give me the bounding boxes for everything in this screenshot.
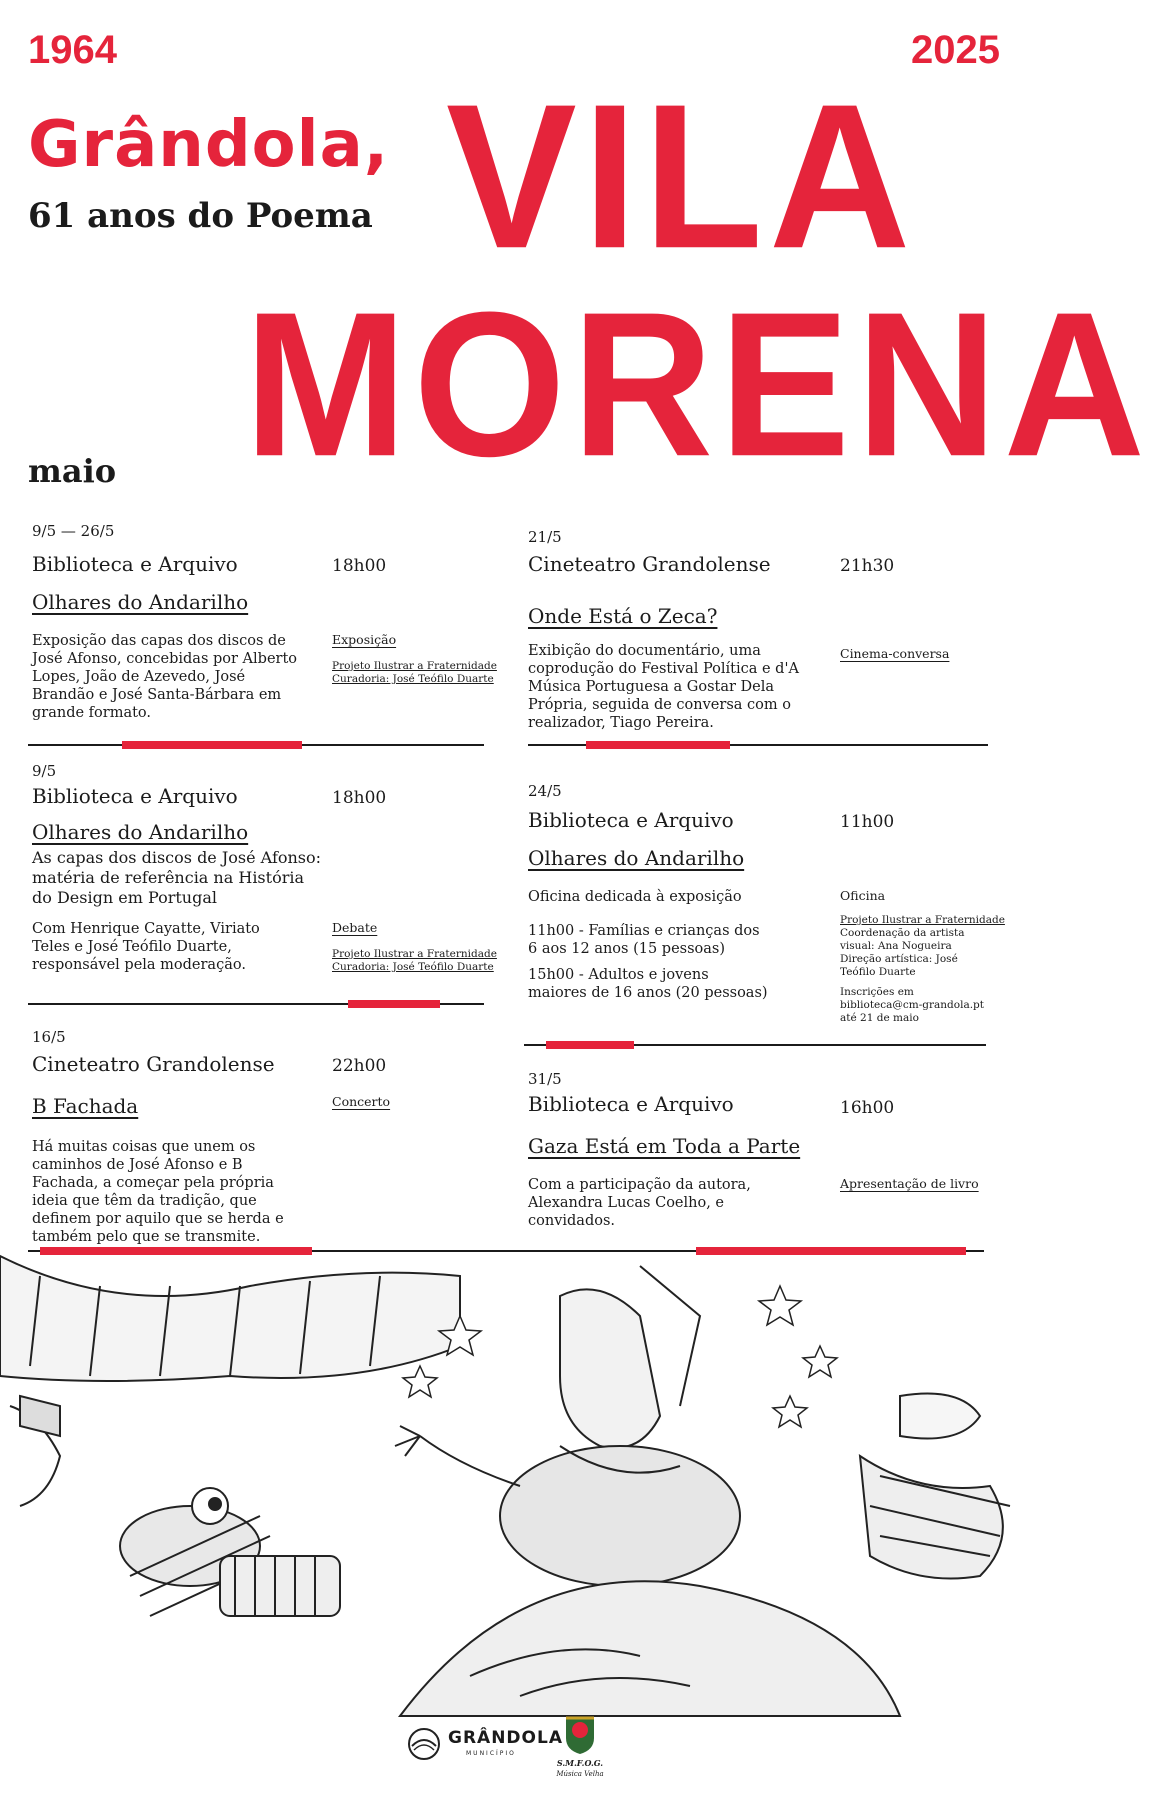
event-time: 18h00	[332, 788, 387, 808]
event-date: 9/5 — 26/5	[32, 522, 115, 540]
event-description: Exposição das capas dos discos de José Afonso, concebidas por Alberto Lopes, João de Azevedo, José Brandão e José Santa-Bárbara em grande formato.	[32, 633, 298, 721]
session-item: 15h00 - Adultos e jovens maiores de 16 anos (20 pessoas)	[528, 967, 768, 1001]
event-title[interactable]: Olhares do Andarilho	[32, 820, 249, 844]
event-credit: Curadoria: José Teófilo Duarte	[332, 673, 494, 685]
event-credit: Projeto Ilustrar a Fraternidade	[840, 914, 1005, 926]
municipality-logo	[406, 1722, 563, 1766]
title-vila: VILA	[446, 61, 917, 292]
event-title[interactable]: Olhares do Andarilho	[528, 846, 745, 870]
event-credit: Coordenação da artista visual: Ana Nogueira	[840, 927, 965, 952]
event-date: 24/5	[528, 782, 562, 800]
event-time: 18h00	[332, 556, 387, 576]
event-date: 9/5	[32, 762, 57, 780]
event-description: Há muitas coisas que unem os caminhos de José Afonso e B Fachada, a começar pela própria ideia que têm da tradição, que definem por aquilo que se herda e também pelo que se transmite.	[32, 1139, 284, 1245]
event-card	[32, 522, 482, 540]
event-credit: Projeto Ilustrar a Fraternidade	[332, 948, 497, 960]
event-description: Exibição do documentário, uma coprodução do Festival Política e d'A Música Portuguesa a Gostar Dela Própria, seguida de conversa com o realizador, Tiago Pereira.	[528, 643, 799, 731]
municipality-logo-icon	[406, 1726, 442, 1762]
event-type: Concerto	[332, 1094, 391, 1109]
event-venue: Cineteatro Grandolense	[32, 1052, 275, 1076]
registration-note: Inscrições em biblioteca@cm-grandola.pt até 21 de maio	[840, 986, 985, 1024]
event-time: 22h00	[332, 1056, 387, 1076]
event-type: Oficina	[840, 888, 886, 903]
divider-accent	[348, 1000, 440, 1008]
month-label: maio	[28, 452, 117, 490]
event-time: 21h30	[840, 556, 895, 576]
year-end: 2025	[911, 28, 1000, 72]
event-venue: Biblioteca e Arquivo	[528, 1092, 734, 1116]
band-name: S.M.F.O.G.	[556, 1758, 604, 1768]
divider-accent	[586, 741, 730, 749]
band-sub: Música Velha	[556, 1770, 604, 1778]
divider-accent	[122, 741, 302, 749]
session-item: 11h00 - Famílias e crianças dos 6 aos 12 anos (15 pessoas)	[528, 923, 760, 957]
event-date: 16/5	[32, 1028, 66, 1046]
event-time: 11h00	[840, 812, 895, 832]
event-subtitle: As capas dos discos de José Afonso: matéria de referência na História do Design em Portugal	[32, 848, 322, 907]
page-subtitle: 61 anos do Poema	[28, 196, 373, 236]
municipality-sub: MUNICÍPIO	[466, 1750, 516, 1757]
event-venue: Biblioteca e Arquivo	[32, 552, 238, 576]
event-type: Cinema-conversa	[840, 646, 950, 661]
divider-accent	[546, 1041, 634, 1049]
town-title: Grândola,	[28, 108, 390, 182]
illustration-figures	[0, 1256, 1024, 1716]
event-title[interactable]: Olhares do Andarilho	[32, 590, 249, 614]
event-time: 16h00	[840, 1098, 895, 1118]
event-date: 21/5	[528, 528, 562, 546]
event-type: Debate	[332, 920, 378, 935]
band-crest-icon	[562, 1712, 598, 1756]
band-logo	[550, 1712, 610, 1788]
event-description: Com Henrique Cayatte, Viriato Teles e José Teófilo Duarte, responsável pela moderação.	[32, 921, 260, 973]
event-type: Exposição	[332, 632, 397, 647]
event-title[interactable]: Gaza Está em Toda a Parte	[528, 1134, 801, 1158]
event-date: 31/5	[528, 1070, 562, 1088]
event-venue: Biblioteca e Arquivo	[528, 808, 734, 832]
divider-accent	[696, 1247, 966, 1255]
event-description: Oficina dedicada à exposição	[528, 889, 742, 905]
event-credit: Curadoria: José Teófilo Duarte	[332, 961, 494, 973]
event-description: Com a participação da autora, Alexandra Lucas Coelho, e convidados.	[528, 1177, 751, 1229]
municipality-name: GRÂNDOLA	[448, 1728, 563, 1748]
event-title[interactable]: Onde Está o Zeca?	[528, 604, 718, 628]
title-morena: MORENA	[244, 269, 1151, 500]
event-venue: Cineteatro Grandolense	[528, 552, 771, 576]
event-venue: Biblioteca e Arquivo	[32, 784, 238, 808]
event-credit: Direção artística: José Teófilo Duarte	[840, 953, 958, 978]
event-title[interactable]: B Fachada	[32, 1094, 139, 1118]
event-credit: Projeto Ilustrar a Fraternidade	[332, 660, 497, 672]
event-type: Apresentação de livro	[840, 1176, 979, 1191]
divider-accent	[40, 1247, 312, 1255]
year-start: 1964	[28, 28, 117, 72]
